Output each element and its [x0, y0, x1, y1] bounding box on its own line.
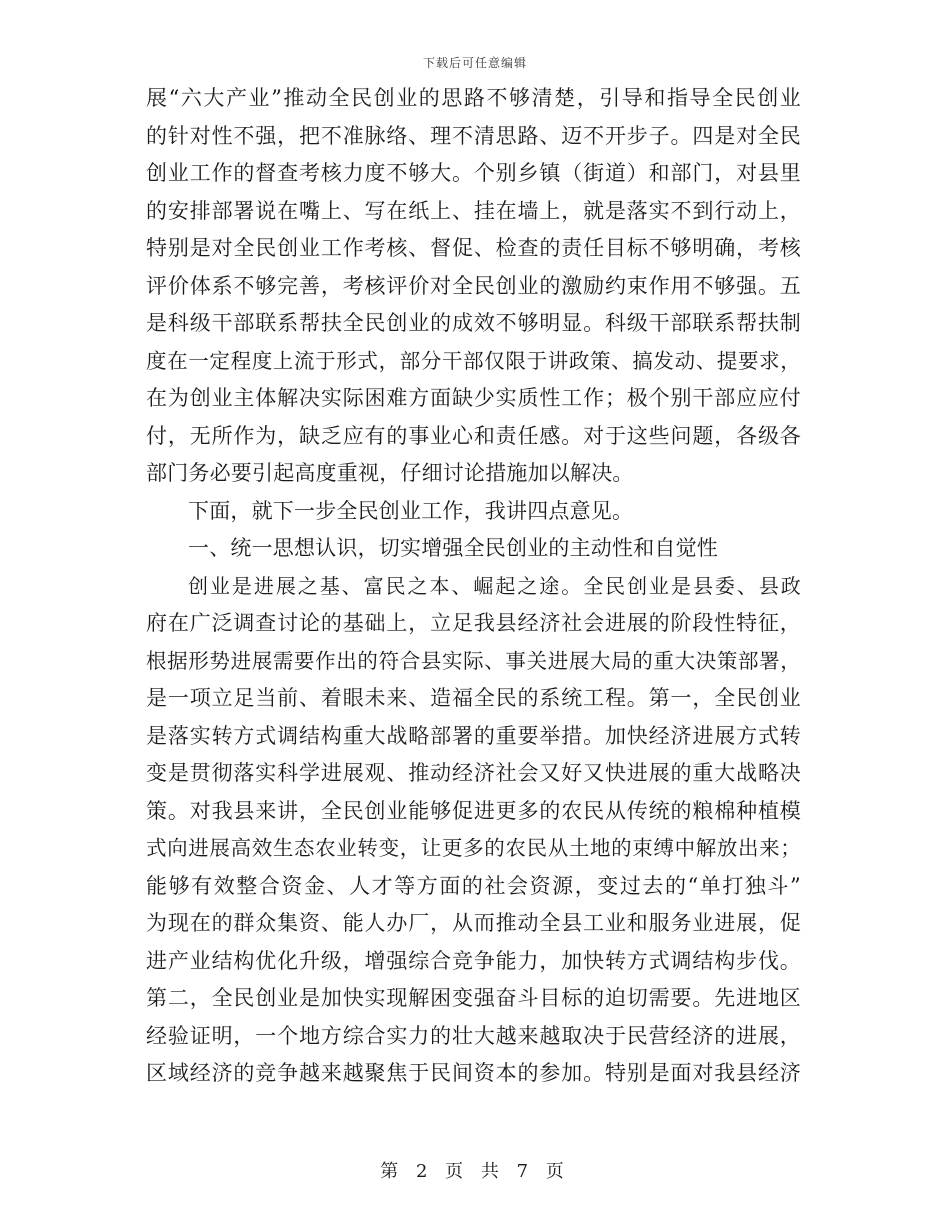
text-line: 创业工作的督查考核力度不够大。个别乡镇（街道）和部门，对县里 — [146, 161, 801, 185]
text-line: 区域经济的竞争越来越聚焦于民间资本的参加。特别是面对我县经济 — [146, 1061, 801, 1085]
text-line: 式向进展高效生态农业转变，让更多的农民从土地的束缚中解放出来； — [146, 836, 801, 860]
text-line: 一、统一思想认识，切实增强全民创业的主动性和自觉性 — [188, 536, 718, 560]
text-line: 付，无所作为，缺乏应有的事业心和责任感。对于这些问题，各级各 — [146, 423, 801, 448]
text-line: 的安排部署说在嘴上、写在纸上、挂在墙上，就是落实不到行动上， — [146, 198, 801, 223]
text-line: 创业是进展之基、富民之本、崛起之途。全民创业是县委、县政 — [188, 573, 801, 598]
text-line: 为现在的群众集资、能人办厂，从而推动全县工业和服务业进展，促 — [146, 911, 801, 935]
download-edit-note: 下载后可任意编辑 — [422, 56, 527, 70]
text-line: 评价体系不够完善，考核评价对全民创业的激励约束作用不够强。五 — [146, 273, 801, 298]
text-line: 的针对性不强，把不准脉络、理不清思路、迈不开步子。四是对全民 — [146, 123, 801, 148]
text-line: 在为创业主体解决实际困难方面缺少实质性工作；极个别干部应应付 — [146, 386, 801, 410]
document-body — [146, 80, 801, 1093]
text-line: 变是贯彻落实科学进展观、推动经济社会又好又快进展的重大战略决 — [146, 761, 801, 785]
text-line: 是一项立足当前、着眼未来、造福全民的系统工程。第一，全民创业 — [146, 686, 801, 710]
text-line: 下面，就下一步全民创业工作，我讲四点意见。 — [188, 498, 634, 523]
text-line: 经验证明，一个地方综合实力的壮大越来越取决于民营经济的进展， — [146, 1023, 801, 1048]
text-line: 是落实转方式调结构重大战略部署的重要举措。加快经济进展方式转 — [146, 723, 801, 748]
text-line: 特别是对全民创业工作考核、督促、检查的责任目标不够明确，考核 — [146, 236, 801, 260]
text-line: 能够有效整合资金、人才等方面的社会资源，变过去的“单打独斗” — [146, 873, 801, 898]
text-line: 进产业结构优化升级，增强综合竞争能力，加快转方式调结构步伐。 — [146, 948, 801, 973]
text-line: 展“六大产业”推动全民创业的思路不够清楚，引导和指导全民创业 — [146, 86, 801, 110]
text-line: 部门务必要引起高度重视，仔细讨论措施加以解决。 — [146, 461, 634, 485]
text-line: 第二，全民创业是加快实现解困变强奋斗目标的迫切需要。先进地区 — [146, 986, 801, 1010]
page-number: 第 2 页 共 7 页 — [380, 1161, 570, 1182]
text-line: 根据形势进展需要作出的符合县实际、事关进展大局的重大决策部署， — [146, 648, 801, 673]
text-line: 府在广泛调查讨论的基础上，立足我县经济社会进展的阶段性特征， — [146, 611, 801, 635]
text-line: 策。对我县来讲，全民创业能够促进更多的农民从传统的粮棉种植模 — [146, 798, 801, 823]
text-line: 度在一定程度上流于形式，部分干部仅限于讲政策、搞发动、提要求， — [146, 348, 801, 373]
text-line: 是科级干部联系帮扶全民创业的成效不够明显。科级干部联系帮扶制 — [146, 311, 801, 335]
